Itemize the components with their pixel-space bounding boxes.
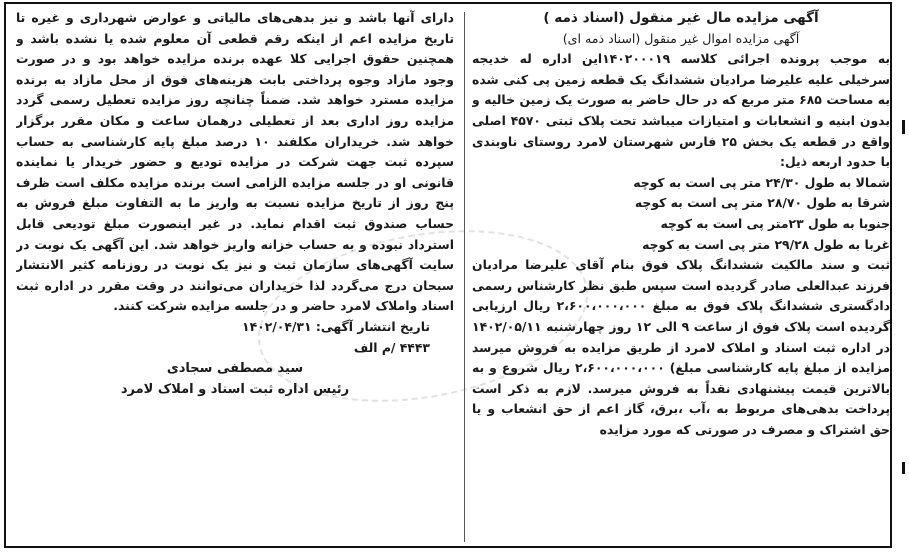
column-divider <box>464 12 465 542</box>
edge-mark-top <box>902 120 905 134</box>
right-column-continued: ثبت و سند مالکیت ششدانگ پلاک فوق بنام آقای علیرضا مرادیان فرزند عبدالعلی صادر گردیده است سپس طبق نظر کارشناس رسمی دادگستری ششدانگ پلاک فوق به مبلغ ۲،۶۰۰،۰۰۰،۰۰۰ ریال ارزیابی گردیده است پلاک فوق از ساعت ۹ الی ۱۲ روز چهارشنبه ۱۴۰۲/۰۵/۱۱ در اداره ثبت اسناد و املاک لامرد از طریق مزایده به فروش میرسد مزایده از مبلغ پایه کارشناسی مبلغ) ۲،۶۰۰،۰۰۰،۰۰۰ ریال شروع و به بالاترین قیمت پیشنهادی نقداً به فروش میرسد. لازم به ذکر است پرداخت بدهی‌های مربوط به ،آب ،برق، گاز اعم از حق انشعاب و یا حق اشتراک و مصرف در صورتی که مورد مزایده <box>472 257 890 437</box>
signer-title: رئیس اداره ثبت اسناد و املاک لامرد <box>120 382 350 398</box>
left-column <box>16 8 454 542</box>
right-column <box>472 8 890 542</box>
boundary-south: جنوبا به طول ۲۳متر پی است به کوچه <box>660 215 890 231</box>
edge-mark-bottom <box>902 462 905 474</box>
right-column-body: به موجب پرونده اجرائی کلاسه ۱۴۰۲۰۰۰۱۹این اداره له خدیجه سرخیلی علیه علیرضا مرادیان ششدانگ یک قطعه زمین پی کنی شده به مساحت ۶۸۵ متر مربع که در حال حاضر به صورت یک زمین خالیه و بدون ابنیه و انشعابات و امتیازات میباشد تحت پلاک ثبتی ۴۵۷۰ اصلی واقع در قطعه یک بخش ۲۵ فارس شهرستان لامرد روستای ناوبندی با حدود اربعه ذیل: <box>472 51 890 170</box>
boundary-east: شرقا به طول ۲۸/۷۰ متر پی است به کوچه <box>634 195 890 211</box>
reference-number: ۴۴۴۳ /م الف <box>353 339 430 355</box>
notice-subtitle: آگهی مزایده اموال غیر منقول (اسناد ذمه ای) <box>562 30 800 46</box>
boundary-west: غربا به طول ۲۹/۲۸ متر پی است به کوچه <box>642 236 890 252</box>
boundary-north: شمالا به طول ۲۴/۳۰ متر پی است به کوچه <box>633 174 890 190</box>
left-column-body: دارای آنها باشد و نیز بدهی‌های مالیاتی و عوارض شهرداری و غیره تا تاریخ مزایده اعم از اینکه رقم قطعی آن معلوم شده یا نشده باشد و همچنین حقوق اجرایی کلا عهده برنده مزایده خواهد بود و در صورت وجود مازاد وجوه پرداختی بابت هزینه‌های فوق از محل مازاد به برنده مزایده مسترد خواهد شد. ضمناً چنانچه روز مزایده تعطیل رسمی گردد مزایده روز اداری بعد از تعطیلی درهمان ساعت و مکان مقرر برگزار خواهد شد. خریداران مکلفند ۱۰ درصد مبلغ پایه کارشناسی به حساب سپرده ثبت جهت شرکت در مزایده تودیع و حضور خریدار یا نماینده قانونی او در جلسه مزایده الزامی است برنده مزایده مکلف است ظرف پنج روز از تاریخ مزایده نسبت به واریز ما به التفاوت مبلغ فروش به حساب صندوق ثبت اقدام نماید. در غیر اینصورت مبلغ تودیعی قابل استرداد نبوده و به حساب خزانه واریز خواهد شد. این آگهی یک نوبت در سایت آگهی‌های سازمان ثبت و نیز یک نوبت در روزنامه کثیر الانتشار سبحان درج می‌گردد لذا خریداران می‌توانند در وقت مقرر در اداره ثبت اسناد واملاک لامرد حاضر و در جلسه مزایده شرکت کنند. <box>16 10 454 314</box>
publish-date: تاریخ انتشار آگهی: ۱۴۰۲/۰۴/۳۱ <box>242 318 430 334</box>
signer-name: سید مصطفی سجادی <box>166 361 304 377</box>
notice-frame <box>4 2 892 548</box>
notice-title: آگهی مزایده مال غیر منقول (اسناد ذمه ) <box>543 10 819 26</box>
